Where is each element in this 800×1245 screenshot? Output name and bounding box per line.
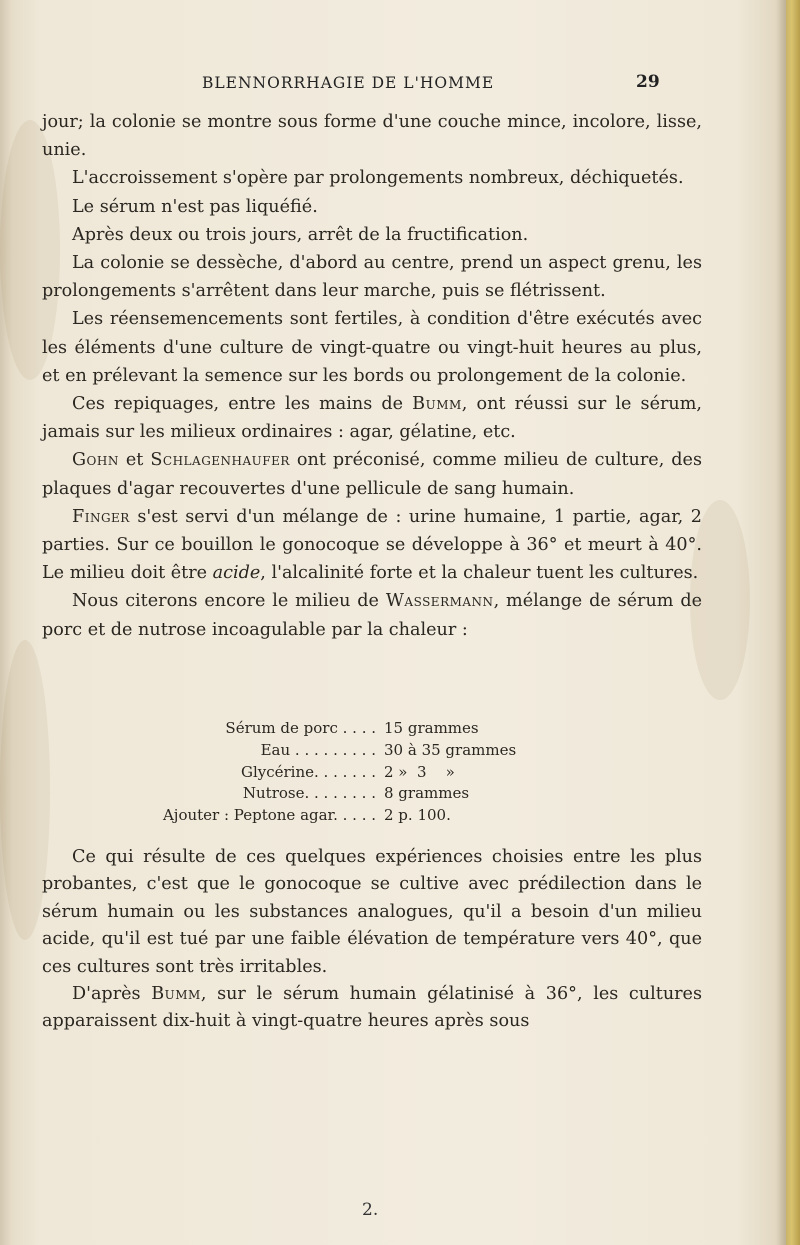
recipe-ingredient: Nutrose. . . . . . . .: [242, 784, 376, 803]
recipe-quantity: 2 p. 100.: [384, 806, 451, 825]
recipe-table: [0, 718, 800, 827]
recipe-row: [0, 805, 800, 827]
conclusion-text: [42, 844, 702, 1036]
text-run: Ces repiquages, entre les mains de: [72, 394, 413, 415]
recipe-ingredient: Ajouter : Peptone agar. . . . .: [162, 806, 376, 825]
recipe-row: [0, 762, 800, 784]
recipe-row: [0, 783, 800, 805]
recipe-quantity: 15 grammes: [384, 719, 479, 737]
text-run: ont préconisé, comme milieu de culture, des plaques d'agar recouvertes d'une pellicule de sang humain.: [42, 450, 702, 499]
paragraph: La colonie se dessèche, d'abord au centre, prend un aspect grenu, les prolongements s'arrêtent dans leur marche, puis se flétrissent.: [42, 253, 702, 302]
running-title: BLENNORRHAGIE DE L'HOMME: [202, 74, 495, 92]
paragraph: Ce qui résulte de ces quelques expériences choisies entre les plus probantes, c'est que le gonocoque se cultive avec prédilection dans le sérum humain ou les substances analogues, qu'il a besoin d'un milieu acide, qu'il est tué par une faible élévation de température vers 40°, que ces cultures sont très irritables.: [42, 847, 702, 977]
text-run: et: [118, 450, 151, 471]
author-name: Bumm: [151, 984, 201, 1005]
paragraph: Après deux ou trois jours, arrêt de la fructification.: [72, 224, 529, 245]
text-run: Nous citerons encore le milieu de: [72, 591, 386, 612]
recipe-row: [0, 740, 800, 762]
page-number: 29: [636, 72, 660, 92]
page-gilt-edge: [786, 0, 800, 1245]
text-run: , l'alcalinité forte et la chaleur tuent les cultures.: [260, 563, 699, 584]
recipe-row: [0, 718, 800, 740]
recipe-ingredient: Glycérine. . . . . . .: [240, 762, 376, 781]
body-text: [42, 108, 702, 644]
recipe-ingredient: Eau . . . . . . . . .: [260, 740, 376, 759]
page-edge-shadow: [776, 0, 786, 1245]
paragraph: [42, 446, 702, 502]
running-head: [0, 74, 800, 98]
paragraph: L'accroissement s'opère par prolongements nombreux, déchiquetés.: [72, 168, 684, 189]
author-name: Wassermann: [385, 591, 494, 612]
recipe-quantity: 2 » 3 »: [384, 762, 455, 781]
paragraph: [42, 503, 702, 588]
recipe-quantity: 8 grammes: [384, 784, 470, 803]
text-run: D'après: [72, 984, 152, 1005]
author-name: Bumm: [412, 394, 462, 415]
recipe-quantity: 30 à 35 grammes: [384, 740, 517, 759]
author-name: Gohn: [72, 450, 119, 471]
paragraph: [42, 981, 702, 1036]
paragraph: Les réensemencements sont fertiles, à condition d'être exécutés avec les éléments d'une culture de vingt-quatre ou vingt-huit heures au plus, et en prélevant la semence sur les bords ou prolongement de la colonie.: [42, 309, 702, 386]
signature-mark: 2.: [362, 1200, 379, 1220]
text-run: , sur le sérum humain gélatinisé à 36°, les cultures apparaissent dix-huit à vingt-quatre heures après sous: [42, 984, 702, 1032]
paragraph: [42, 390, 702, 446]
text-run: s'est servi d'un mélange de : urine humaine, 1 partie, agar, 2 parties. Sur ce bouillon le gonocoque se développe à 36° et meurt à 40°. Le milieu doit être: [42, 506, 702, 584]
author-name: Schlagenhaufer: [150, 450, 290, 471]
emphasis: acide: [212, 563, 261, 584]
paragraph: [42, 587, 702, 643]
paragraph: Le sérum n'est pas liquéfié.: [72, 196, 318, 217]
author-name: Finger: [72, 506, 130, 527]
paragraph: jour; la colonie se montre sous forme d'une couche mince, incolore, lisse, unie.: [42, 112, 702, 161]
recipe-ingredient: Sérum de porc . . . .: [225, 719, 376, 737]
text-run: , mélange de sérum de porc et de nutrose incoagulable par la chaleur :: [42, 591, 702, 640]
text-run: , ont réussi sur le sérum, jamais sur les milieux ordinaires : agar, gélatine, etc.: [42, 394, 702, 443]
